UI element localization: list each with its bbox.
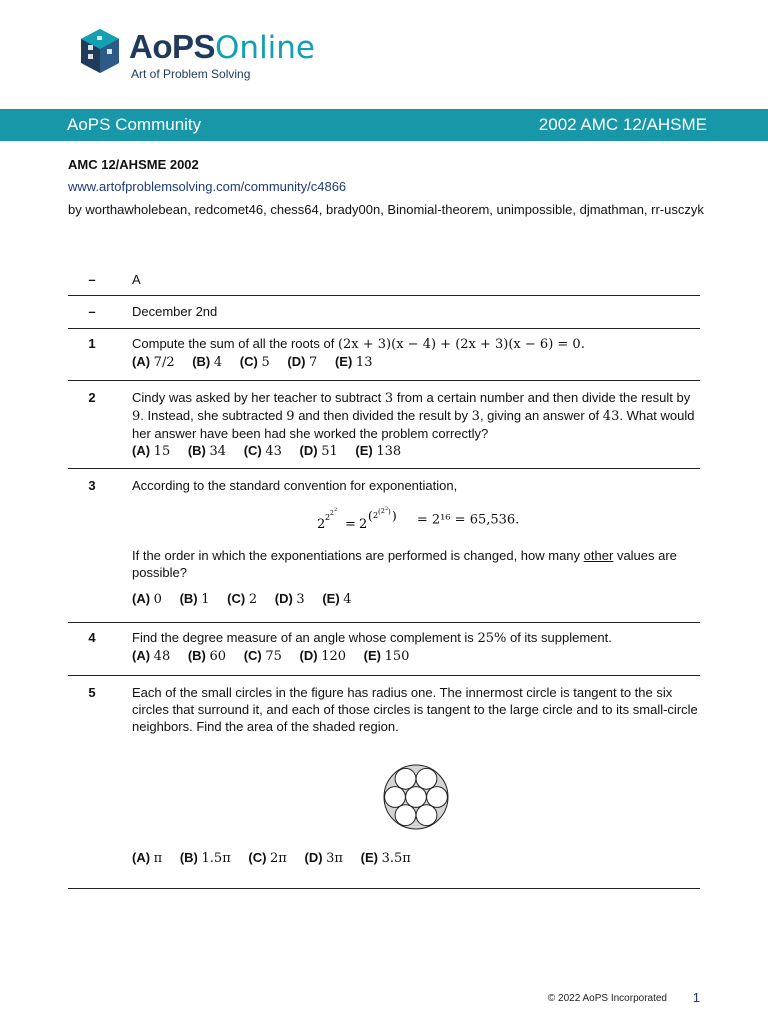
choice-a[interactable]: (A) 0 [132,591,162,607]
authors-line: by worthawholebean, redcomet46, chess64, brady00n, Binomial-theorem, unimpossible, djmathman, rr-usczyk [68,202,704,217]
svg-text:2: 2 [316,517,325,532]
problem-number: 3 [88,478,96,493]
problem-4 [68,623,700,676]
svg-text:(: ( [367,509,373,523]
math-value: 43 [602,409,620,424]
choice-e[interactable]: (E) 4 [322,591,352,607]
math-value: 3 [384,391,394,406]
problem-5 [68,676,700,889]
footer-copyright: © 2022 AoPS Incorporated [547,993,667,1004]
choice-a[interactable]: (A) 48 [132,648,171,664]
emphasized-word: other [583,548,614,563]
banner-community: AoPS Community [67,115,202,134]
table-row [68,263,700,296]
choice-d[interactable]: (D) 51 [299,443,338,459]
choice-e[interactable]: (E) 3.5π [360,850,411,866]
choice-a[interactable]: (A) 15 [132,443,171,459]
row-text: December 2nd [132,304,218,319]
answer-choices [132,353,700,371]
community-link[interactable]: www.artofproblemsolving.com/community/c4866 [68,179,347,194]
row-text: A [132,272,141,287]
choice-d[interactable]: (D) 120 [299,648,347,664]
problem-text: of its supplement. [509,630,612,645]
problem-statement [132,629,700,647]
problem-statement: Each of the small circles in the figure has radius one. The innermost circle is tangent to the six circles that surround it, and each of those circles is tangent to the large circle and to its small-circle neighbors. Find the area of the shaded region. [132,685,698,734]
choice-c[interactable]: (C) 43 [243,443,282,459]
answer-choices [132,849,700,867]
choice-c[interactable]: (C) 5 [239,354,270,370]
svg-text:2: 2 [324,513,330,522]
choice-d[interactable]: (D) 3 [274,591,305,607]
choice-a[interactable]: (A) 7/2 [132,354,175,370]
answer-choices [132,590,700,608]
svg-text:2: 2 [372,511,378,520]
choice-e[interactable]: (E) 138 [355,443,402,459]
math-value: 3 [471,409,480,424]
problem-equation: (2x + 3)(x − 4) + (2x + 3)(x − 6) = 0. [337,337,585,352]
choice-b[interactable]: (B) 4 [192,354,223,370]
math-value: 25% [477,631,507,646]
logo-wordmark [129,29,315,66]
answer-choices [132,442,700,460]
problem-text: Cindy was asked by her teacher to subtract [132,390,382,405]
svg-text:2: 2 [358,517,367,532]
problem-1 [68,329,700,381]
svg-text:2: 2 [333,507,337,513]
problem-question [132,547,700,581]
problem-text: Compute the sum of all the roots of [132,336,335,351]
exponent-tower-equation [132,506,700,534]
problem-table [68,263,700,889]
problem-text: Find the degree measure of an angle whose complement is [132,630,474,645]
row-number: – [88,304,96,319]
seven-circles-diagram [382,763,450,831]
problem-statement [132,389,700,442]
table-row [68,296,700,329]
logo-name-light: Online [215,30,316,66]
svg-text:(: ( [377,508,381,516]
document-title: AMC 12/AHSME 2002 [68,157,199,172]
answer-choices [132,647,700,665]
choice-d[interactable]: (D) 3π [304,850,343,866]
choice-d[interactable]: (D) 7 [287,354,318,370]
page-number: 1 [692,990,700,1005]
power-tower-math [313,506,413,534]
problem-text: from a certain number and then divide the result by [396,390,691,405]
svg-text:2: 2 [380,508,385,515]
problem-3 [68,469,700,623]
aops-logo[interactable] [79,25,379,81]
svg-text:2: 2 [329,510,334,517]
problem-number: 2 [88,390,96,405]
svg-text:2: 2 [384,506,388,512]
choice-b[interactable]: (B) 1 [179,591,210,607]
problem-text: . What would her answer have been had she worked the problem correctly? [132,408,695,441]
math-value: 9 [286,409,295,424]
problem-number: 4 [88,630,96,645]
choice-c[interactable]: (C) 2π [248,850,287,866]
aops-cube-icon [79,27,121,75]
logo-name-bold: AoPS [129,28,216,65]
choice-c[interactable]: (C) 75 [243,648,282,664]
problem-text: . Instead, she subtracted [140,408,283,423]
circles-figure [132,763,700,831]
equation-result: = 2¹⁶ = 65,536. [416,512,520,528]
svg-text:): ) [387,508,391,516]
logo-tagline: Art of Problem Solving [131,67,251,81]
problem-statement [132,335,700,353]
choice-a[interactable]: (A) π [132,850,163,866]
choice-b[interactable]: (B) 60 [187,648,227,664]
problem-number: 1 [88,336,96,351]
svg-text:): ) [391,509,397,523]
choice-e[interactable]: (E) 13 [334,354,373,370]
choice-e[interactable]: (E) 150 [363,648,410,664]
math-value: 9 [132,409,141,424]
problem-2 [68,381,700,469]
row-number: – [88,272,96,287]
header-banner [0,109,768,141]
problem-text: and then divided the result by [298,408,469,423]
problem-text: values are possible? [132,548,677,580]
choice-c[interactable]: (C) 2 [227,591,258,607]
problem-text: , giving an answer of [479,408,600,423]
problem-number: 5 [88,685,96,700]
problem-text: If the order in which the exponentiations are performed is changed, how many [132,548,581,563]
choice-b[interactable]: (B) 34 [187,443,227,459]
svg-text:=: = [344,517,356,532]
banner-contest: 2002 AMC 12/AHSME [538,115,707,134]
choice-b[interactable]: (B) 1.5π [179,850,231,866]
problem-intro: According to the standard convention for exponentiation, [132,478,458,493]
